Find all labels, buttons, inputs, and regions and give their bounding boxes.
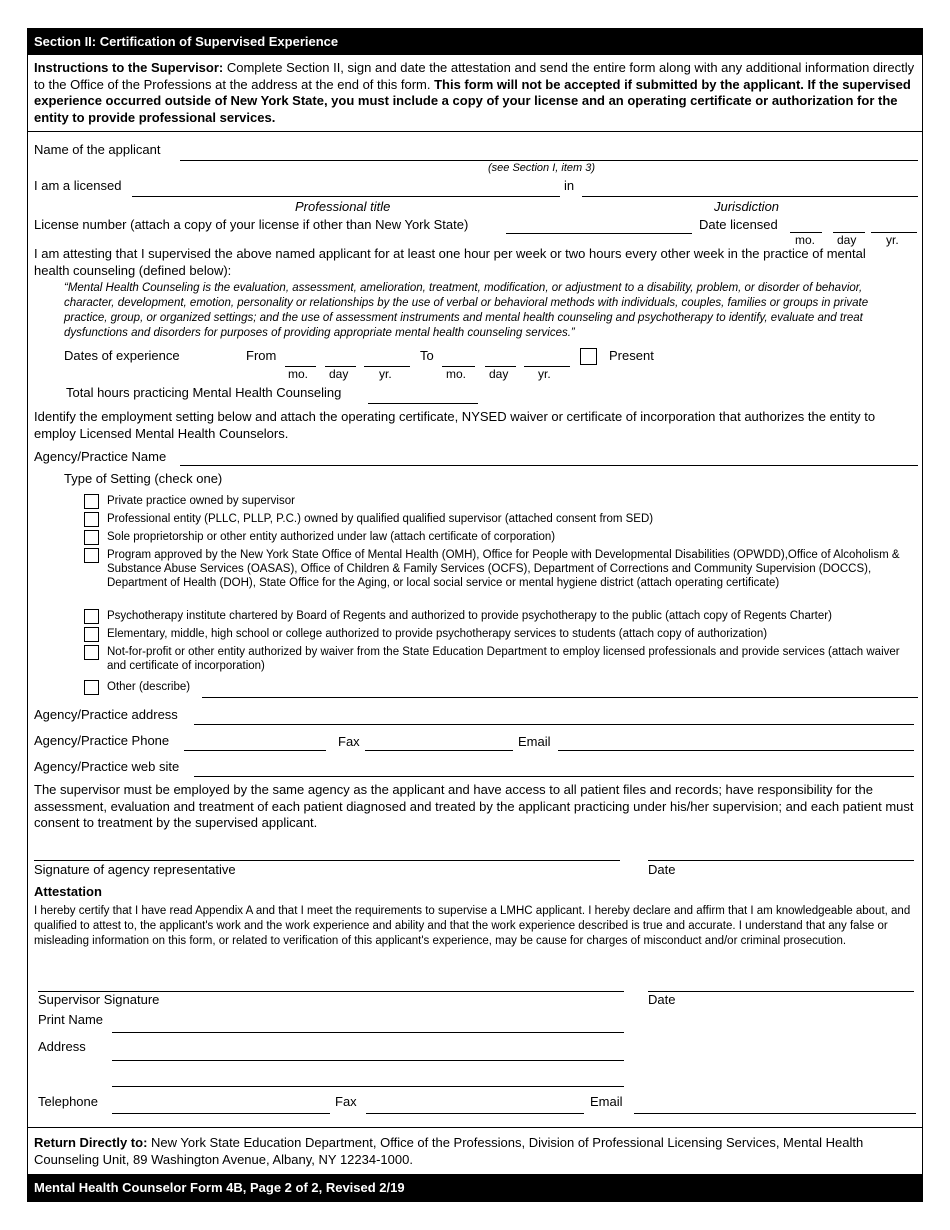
present-checkbox[interactable] <box>580 348 597 365</box>
supervisor-telephone-field[interactable] <box>112 1113 330 1114</box>
agency-address-field[interactable] <box>194 724 914 725</box>
section-header <box>28 29 922 55</box>
professional-title-caption: Professional title <box>295 199 391 214</box>
license-number-field[interactable] <box>506 233 692 234</box>
instructions-text: Complete Section II, sign and date the attestation and send the entire form along with any additional information directly to the Office of the Professions at the address at the end of this form. <box>34 60 915 92</box>
mhc-definition: “Mental Health Counseling is the evaluation, assessment, amelioration, treatment, modification, or adjustment to a disability, problem, or disorder of behavior, character, development, emotion, personality or relationships by the use of verbal or behavioral methods with individuals, couples, families or groups in private practice, group, or organized settings; and the use of assessment instruments and mental health counseling and psychotherapy to identify, evaluate and treat dysfunctions and disorders for purposes of providing appropriate mental health counseling services.” <box>64 282 869 339</box>
attestation-heading: Attestation <box>34 884 102 899</box>
supervisor-address-field-2[interactable] <box>112 1086 624 1087</box>
setting-type-label: Type of Setting (check one) <box>64 471 223 486</box>
setting-option-other: Other (describe) <box>107 681 191 693</box>
supervisor-email-label: Email <box>590 1094 623 1109</box>
total-hours-label: Total hours practicing Mental Health Counseling <box>66 385 342 400</box>
agency-address-label: Agency/Practice address <box>34 707 178 722</box>
to-day-caption: day <box>489 367 509 381</box>
agency-email-field[interactable] <box>558 750 914 751</box>
attestation-text: I hereby certify that I have read Appendix A and that I meet the requirements to supervise a LMHC applicant. I hereby declare and affirm that I am knowledgeable about, and qualified to attest to, the applicant's work and the work experience and ability and that the work experience described is true and accurate. I understand that any false or misleading information on this form, or related to verification of this applicant's experience, may be cause for charges of misconduct and/or criminal prosecution. <box>34 905 911 947</box>
agency-phone-field[interactable] <box>184 750 326 751</box>
supervisor-telephone-label: Telephone <box>38 1094 98 1109</box>
total-hours-field[interactable] <box>368 403 478 404</box>
supervisor-signature-label: Supervisor Signature <box>38 992 160 1007</box>
setting-option-sole-proprietorship: Sole proprietorship or other entity authorized under law (attach certificate of corporation) <box>107 531 556 543</box>
supervisor-address-label: Address <box>38 1039 86 1054</box>
supervisor-email-field[interactable] <box>634 1113 916 1114</box>
agency-name-label: Agency/Practice Name <box>34 449 167 464</box>
supervisor-fax-field[interactable] <box>366 1113 584 1114</box>
setting-option-professional-entity: Professional entity (PLLC, PLLP, P.C.) owned by qualified qualified supervisor (attached consent from SED) <box>107 513 654 525</box>
divider <box>28 1127 922 1128</box>
setting-checkbox-psychotherapy-institute[interactable] <box>84 609 99 624</box>
to-yr-caption: yr. <box>538 367 551 381</box>
licensed-in-label: in <box>564 178 575 193</box>
footer-bar <box>28 1174 922 1201</box>
applicant-name-label: Name of the applicant <box>34 142 161 157</box>
supervisor-date-field[interactable] <box>648 991 914 992</box>
to-mo-caption: mo. <box>446 367 467 381</box>
agency-web-field[interactable] <box>194 776 914 777</box>
date-licensed-yr-caption: yr. <box>886 233 899 247</box>
setting-checkbox-other[interactable] <box>84 680 99 695</box>
instructions-warning: This form will not be accepted if submitted by the applicant. If the supervised experience occurred outside of New York State, you must include a copy of your license and an operating certificate or authorization for the entity to provide professional services. <box>34 76 911 125</box>
footer-title: Mental Health Counselor Form 4B, Page 2 of 2, Revised 2/19 <box>34 1180 405 1195</box>
setting-checkbox-not-for-profit[interactable] <box>84 645 99 660</box>
setting-checkbox-approved-program[interactable] <box>84 548 99 563</box>
agency-signature-date-field[interactable] <box>648 860 914 861</box>
agency-phone-label: Agency/Practice Phone <box>34 733 170 748</box>
licensed-label: I am a licensed <box>34 178 122 193</box>
jurisdiction-caption: Jurisdiction <box>714 199 780 214</box>
supervisor-address-field-1[interactable] <box>112 1060 624 1061</box>
applicant-name-hint: (see Section I, item 3) <box>488 162 595 174</box>
other-describe-field[interactable] <box>202 697 918 698</box>
agency-name-field[interactable] <box>180 465 918 466</box>
setting-checkbox-private-practice[interactable] <box>84 494 99 509</box>
setting-option-not-for-profit: Not-for-profit or other entity authorized by waiver from the State Education Department to employ licensed professionals and provide services (attach waiver and certificate of incorporation) <box>107 646 900 672</box>
supervisor-date-label: Date <box>648 992 676 1007</box>
jurisdiction-field[interactable] <box>582 196 918 197</box>
agency-fax-label: Fax <box>338 734 360 749</box>
return-address <box>34 1135 918 1168</box>
agency-signature-field[interactable] <box>34 860 620 861</box>
agency-web-label: Agency/Practice web site <box>34 759 180 774</box>
agency-email-label: Email <box>518 734 551 749</box>
from-mo-caption: mo. <box>288 367 309 381</box>
date-licensed-day-caption: day <box>837 233 857 247</box>
license-number-label: License number (attach a copy of your license if other than New York State) <box>34 217 469 232</box>
section-title: Section II: Certification of Supervised Experience <box>34 34 339 49</box>
dates-of-experience-label: Dates of experience <box>64 348 180 363</box>
date-licensed-label: Date licensed <box>699 217 778 232</box>
agency-fax-field[interactable] <box>365 750 513 751</box>
agency-signature-date-label: Date <box>648 862 676 877</box>
return-lead: Return Directly to: <box>34 1135 148 1150</box>
supervisor-requirement: The supervisor must be employed by the same agency as the applicant and have access to all patient files and records; have responsibility for the assessment, evaluation and treatment of each patient diagnosed and treated by the applicant practicing under his/her supervision; and each patient must consent to treatment by the supervised applicant. <box>34 782 914 830</box>
setting-checkbox-sole-proprietorship[interactable] <box>84 530 99 545</box>
supervisor-fax-label: Fax <box>335 1094 357 1109</box>
instructions <box>34 60 918 126</box>
employment-statement: Identify the employment setting below and attach the operating certificate, NYSED waiver or certificate of incorporation that authorizes the entity to employ Licensed Mental Health Counselors. <box>34 409 876 441</box>
return-text: New York State Education Department, Office of the Professions, Division of Professional Licensing Services, Mental Health Counseling Unit, 89 Washington Avenue, Albany, NY 12234-1000. <box>34 1135 864 1167</box>
setting-option-private-practice: Private practice owned by supervisor <box>107 495 295 507</box>
attest-statement: I am attesting that I supervised the above named applicant for at least one hour per week or two hours every other week in the practice of mental health counseling (defined below): <box>34 246 866 278</box>
setting-checkbox-professional-entity[interactable] <box>84 512 99 527</box>
applicant-name-field[interactable] <box>180 160 918 161</box>
setting-checkbox-school[interactable] <box>84 627 99 642</box>
print-name-field[interactable] <box>112 1032 624 1033</box>
agency-signature-label: Signature of agency representative <box>34 862 236 877</box>
setting-option-psychotherapy-institute: Psychotherapy institute chartered by Board of Regents and authorized to provide psychotherapy to the public (attach copy of Regents Charter) <box>107 610 832 622</box>
from-yr-caption: yr. <box>379 367 392 381</box>
divider <box>28 131 922 132</box>
setting-option-school: Elementary, middle, high school or college authorized to provide psychotherapy services to students (attach copy of authorization) <box>107 628 768 640</box>
instructions-lead: Instructions to the Supervisor: <box>34 60 224 75</box>
to-label: To <box>420 348 434 363</box>
print-name-label: Print Name <box>38 1012 104 1027</box>
from-day-caption: day <box>329 367 349 381</box>
setting-option-approved-program: Program approved by the New York State Office of Mental Health (OMH), Office for People with Developmental Disabilities (OPWDD),Office of Alcoholism & Substance Abuse Services (OASAS), Office of Children & Family Services (OCFS), Department of Corrections and Community Supervision (DOCCS), Department of Health (DOH), State Office for the Aging, or local social service or mental hygiene district (attach operating certificate) <box>107 549 900 589</box>
professional-title-field[interactable] <box>132 196 560 197</box>
present-label: Present <box>609 348 654 363</box>
from-label: From <box>246 348 277 363</box>
date-licensed-mo-caption: mo. <box>795 233 816 247</box>
